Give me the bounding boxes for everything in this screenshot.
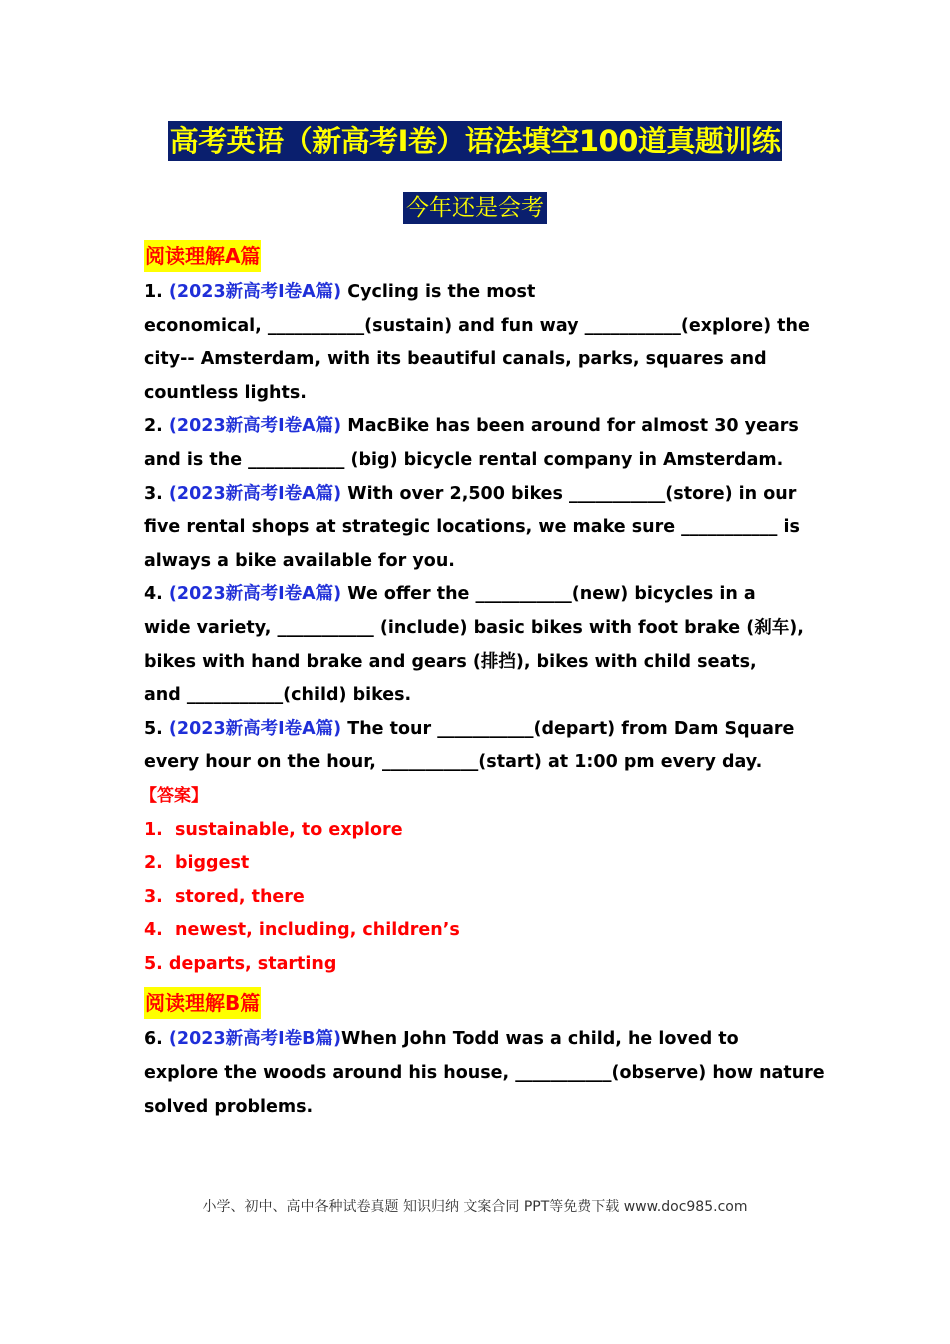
question-number: 2. <box>144 416 169 437</box>
question-line <box>144 578 814 612</box>
title-block <box>0 121 950 161</box>
section-a-heading-row <box>144 240 814 272</box>
answer-list <box>144 814 814 982</box>
question-line <box>144 343 814 377</box>
question-text: Cycling is the most <box>341 282 536 302</box>
question-line <box>144 746 814 780</box>
page-title: 高考英语（新高考Ⅰ卷）语法填空100道真题训练 <box>168 121 783 161</box>
question-text: solved problems. <box>144 1096 314 1117</box>
question-line <box>144 377 814 411</box>
question-line <box>144 1023 814 1057</box>
question-text: MacBike has been around for almost 30 years <box>341 416 799 437</box>
questions-b <box>144 1023 825 1124</box>
content <box>140 240 825 1124</box>
answer-label: 【答案】 <box>140 785 208 806</box>
question-source: (2023新高考Ⅰ卷B篇) <box>168 1029 341 1050</box>
answer-item: 1. sustainable, to explore <box>144 819 403 840</box>
section-b-heading: 阅读理解B篇 <box>144 987 261 1019</box>
question-text: With over 2,500 bikes ___________(store) in our <box>341 483 797 504</box>
question-line <box>144 276 814 310</box>
question-text: city-- Amsterdam, with its beautiful canals, parks, squares and <box>144 349 767 370</box>
question-line <box>144 612 814 646</box>
question-line <box>144 1091 814 1125</box>
question-source: (2023新高考Ⅰ卷A篇) <box>168 282 342 302</box>
question-text: wide variety, ___________ (include) basic bikes with foot brake (刹车), <box>144 617 804 638</box>
question-text: and ___________(child) bikes. <box>144 685 412 706</box>
question-text: The tour ___________(depart) from Dam Square <box>341 718 795 739</box>
question-line <box>144 410 814 444</box>
question-text: We offer the ___________(new) bicycles in a <box>341 584 756 605</box>
question-source: (2023新高考Ⅰ卷A篇) <box>168 483 342 504</box>
question-line <box>144 1057 825 1091</box>
question-source: (2023新高考Ⅰ卷A篇) <box>168 718 342 739</box>
answer-item: 4. newest, including, children’s <box>144 920 460 941</box>
question-line <box>144 478 814 512</box>
questions-a <box>144 276 814 780</box>
question-line <box>144 545 814 579</box>
answer-item: 3. stored, there <box>144 886 305 907</box>
question-text: economical, ___________(sustain) and fun way ___________(explore) the <box>144 315 810 336</box>
question-text: always a bike available for you. <box>144 550 455 571</box>
question-source: (2023新高考Ⅰ卷A篇) <box>168 416 342 437</box>
question-text: When John Todd was a child, he loved to <box>340 1029 739 1050</box>
question-number: 3. <box>144 483 169 504</box>
question-line <box>144 310 814 344</box>
question-line <box>144 444 814 478</box>
question-line <box>144 646 814 680</box>
question-text: explore the woods around his house, ___________(observe) how nature <box>144 1063 825 1084</box>
question-number: 5. <box>144 718 169 739</box>
answer-item: 5. departs, starting <box>144 953 337 974</box>
question-text: every hour on the hour, ___________(start) at 1:00 pm every day. <box>144 752 763 773</box>
section-b-heading-row <box>144 987 814 1019</box>
question-text: five rental shops at strategic locations, we make sure ___________ is <box>144 517 800 538</box>
question-source: (2023新高考Ⅰ卷A篇) <box>168 584 342 605</box>
page-subtitle: 今年还是会考 <box>403 192 547 224</box>
question-text: countless lights. <box>144 382 307 403</box>
subtitle-block <box>0 192 950 224</box>
footer-text: 小学、初中、高中各种试卷真题 知识归纳 文案合同 PPT等免费下载 www.doc985.com <box>202 1199 748 1215</box>
question-number: 6. <box>144 1029 169 1050</box>
question-number: 4. <box>144 584 169 605</box>
question-line <box>144 713 814 747</box>
question-text: bikes with hand brake and gears (排挡), bikes with child seats, <box>144 651 757 672</box>
answer-item: 2. biggest <box>144 853 250 874</box>
question-number: 1. <box>144 282 169 302</box>
section-a-heading: 阅读理解A篇 <box>144 240 261 272</box>
question-text: and is the ___________ (big) bicycle rental company in Amsterdam. <box>144 449 784 470</box>
question-line <box>144 679 814 713</box>
question-line <box>144 511 814 545</box>
